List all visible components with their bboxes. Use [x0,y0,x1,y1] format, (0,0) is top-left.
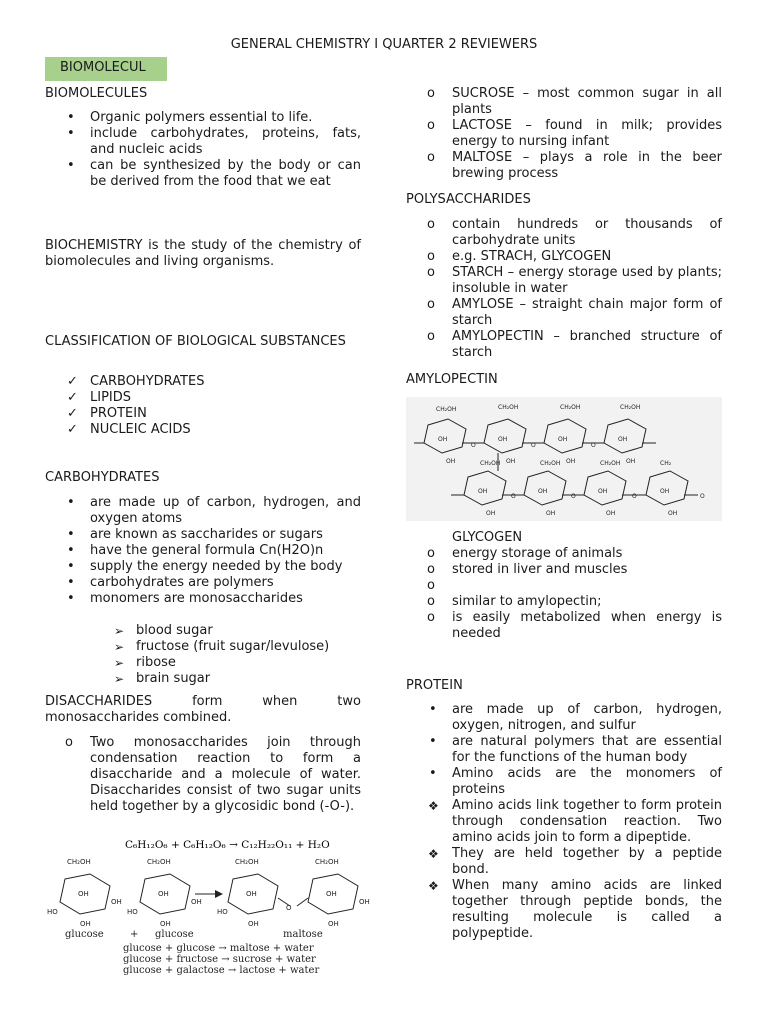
svg-text:HO: HO [47,908,58,916]
list-item: • Organic polymers essential to life. [90,110,361,126]
svg-text:OH: OH [546,510,556,517]
list-item [452,578,722,594]
glucose-condensation-diagram [45,834,380,976]
list-item: o STARCH – energy storage used by plants; insoluble in water [452,265,722,297]
svg-text:O: O [531,442,536,449]
glucose-label: glucose [65,929,104,940]
disaccharides-list [90,735,361,815]
svg-text:OH: OH [359,898,370,906]
svg-text:OH: OH [506,458,516,465]
list-item: • are made up of carbon, hydrogen, and oxygen atoms [90,495,361,527]
biochemistry-definition: BIOCHEMISTRY is the study of the chemistry of biomolecules and living organisms. [45,238,361,269]
equation-text: C₆H₁₂O₆ + C₆H₁₂O₆ → C₁₂H₂₂O₁₁ + H₂O [125,839,330,851]
svg-text:O: O [571,493,576,500]
maltose-label: maltose [283,929,323,940]
svg-text:OH: OH [606,510,616,517]
svg-text:CH₂OH: CH₂OH [620,404,641,411]
protein-list [452,702,722,942]
svg-text:O: O [700,493,705,500]
list-item: • can be synthesized by the body or can be derived from the food that we eat [90,158,361,190]
biomolecules-heading: BIOMOLECULES [45,86,148,101]
svg-text:CH₂OH: CH₂OH [560,404,581,411]
svg-text:OH: OH [246,890,257,898]
list-item: ✓ PROTEIN [90,406,361,422]
list-item: • supply the energy needed by the body [90,559,361,575]
svg-text:HO: HO [127,908,138,916]
polysaccharides-list [452,217,722,361]
svg-text:CH₂OH: CH₂OH [540,460,561,467]
svg-text:OH: OH [660,488,670,495]
list-item: • have the general formula Cn(H2O)n [90,543,361,559]
disaccharide-figure [45,834,380,976]
list-item: • monomers are monosaccharides [90,591,361,607]
svg-text:CH₂OH: CH₂OH [147,858,171,866]
svg-text:OH: OH [498,436,508,443]
glycogen-list [452,546,722,642]
section-tag: BIOMOLECUL [45,57,167,81]
list-item: • are made up of carbon, hydrogen, oxygen, nitrogen, and sulfur [452,702,722,734]
list-item: o SUCROSE – most common sugar in all plants [452,86,722,118]
biomolecules-list [90,110,361,190]
svg-text:OH: OH [566,458,576,465]
list-item: o energy storage of animals [452,546,722,562]
svg-text:O: O [286,904,292,912]
reaction-line: glucose + glucose → maltose + water [123,943,314,954]
svg-text:CH₂OH: CH₂OH [436,406,457,413]
svg-text:CH₂OH: CH₂OH [498,404,519,411]
svg-text:OH: OH [160,920,171,928]
svg-text:OH: OH [158,890,169,898]
svg-text:CH₂OH: CH₂OH [480,460,501,467]
list-item: o e.g. STRACH, GLYCOGEN [452,249,722,265]
svg-text:O: O [511,493,516,500]
list-item: ✓ CARBOHYDRATES [90,374,361,390]
list-item: o contain hundreds or thousands of carbohydrate units [452,217,722,249]
carbohydrates-heading: CARBOHYDRATES [45,470,160,485]
svg-text:OH: OH [538,488,548,495]
list-item: • carbohydrates are polymers [90,575,361,591]
protein-heading: PROTEIN [406,678,463,693]
list-item: o stored in liver and muscles [452,562,722,578]
svg-text:CH₂OH: CH₂OH [600,460,621,467]
svg-text:OH: OH [558,436,568,443]
classification-heading: CLASSIFICATION OF BIOLOGICAL SUBSTANCES [45,334,346,349]
svg-text:OH: OH [446,458,456,465]
list-item: o Two monosaccharides join through condensation reaction to form a disaccharide and a molecule of water. Disaccharides consist of two sugar units held together by a glycosidic bond (-O-). [90,735,361,815]
monosaccharides-list [136,623,366,687]
svg-text:OH: OH [626,458,636,465]
list-item: ❖ Amino acids link together to form protein through condensation reaction. Two amino acids join to form a dipeptide. [452,798,722,846]
polysaccharides-heading: POLYSACCHARIDES [406,192,531,207]
list-item: ✓ LIPIDS [90,390,361,406]
carbohydrates-list [90,495,361,607]
list-item: ✓ NUCLEIC ACIDS [90,422,361,438]
svg-text:OH: OH [618,436,628,443]
svg-text:O: O [591,442,596,449]
plus-label: + [130,929,139,940]
list-item: ➢ brain sugar [136,671,366,687]
list-item: • are known as saccharides or sugars [90,527,361,543]
svg-text:OH: OH [486,510,496,517]
svg-text:O: O [471,442,476,449]
list-item: • Amino acids are the monomers of proteins [452,766,722,798]
disaccharides-definition: DISACCHARIDES form when two monosaccharides combined. [45,694,361,725]
svg-text:OH: OH [328,920,339,928]
svg-text:OH: OH [598,488,608,495]
svg-text:CH₂OH: CH₂OH [235,858,259,866]
list-item: • include carbohydrates, proteins, fats, and nucleic acids [90,126,361,158]
list-item: ➢ fructose (fruit sugar/levulose) [136,639,366,655]
page-title: GENERAL CHEMISTRY I QUARTER 2 REVIEWERS [230,37,538,52]
amylopectin-heading: AMYLOPECTIN [406,372,498,387]
svg-text:OH: OH [111,898,122,906]
amylopectin-figure [406,397,722,521]
list-item: o similar to amylopectin; [452,594,722,610]
classification-list [90,374,361,438]
list-item: o AMYLOSE – straight chain major form of starch [452,297,722,329]
reaction-line: glucose + galactose → lactose + water [123,965,320,976]
svg-text:HO: HO [217,908,228,916]
list-item: ➢ ribose [136,655,366,671]
reaction-line: glucose + fructose → sucrose + water [123,954,316,965]
list-item: o MALTOSE – plays a role in the beer brewing process [452,150,722,182]
list-item: o AMYLOPECTIN – branched structure of starch [452,329,722,361]
svg-text:CH₂: CH₂ [660,460,672,467]
svg-text:OH: OH [326,890,337,898]
svg-text:OH: OH [438,436,448,443]
list-item: o is easily metabolized when energy is needed [452,610,722,642]
list-item: • are natural polymers that are essential for the functions of the human body [452,734,722,766]
glucose-label: glucose [155,929,194,940]
glycogen-heading: GLYCOGEN [452,530,523,545]
list-item: ❖ When many amino acids are linked together through peptide bonds, the resulting molecule is called a polypeptide. [452,878,722,942]
svg-text:OH: OH [248,920,259,928]
svg-text:OH: OH [80,920,91,928]
svg-text:OH: OH [668,510,678,517]
svg-text:OH: OH [478,488,488,495]
list-item: ➢ blood sugar [136,623,366,639]
svg-text:OH: OH [191,898,202,906]
svg-text:CH₂OH: CH₂OH [67,858,91,866]
svg-text:CH₂OH: CH₂OH [315,858,339,866]
svg-text:OH: OH [78,890,89,898]
amylopectin-structure-diagram [406,397,722,521]
sugar-list [452,86,722,182]
list-item: o LACTOSE – found in milk; provides energy to nursing infant [452,118,722,150]
svg-text:O: O [632,493,637,500]
list-item: ❖ They are held together by a peptide bond. [452,846,722,878]
